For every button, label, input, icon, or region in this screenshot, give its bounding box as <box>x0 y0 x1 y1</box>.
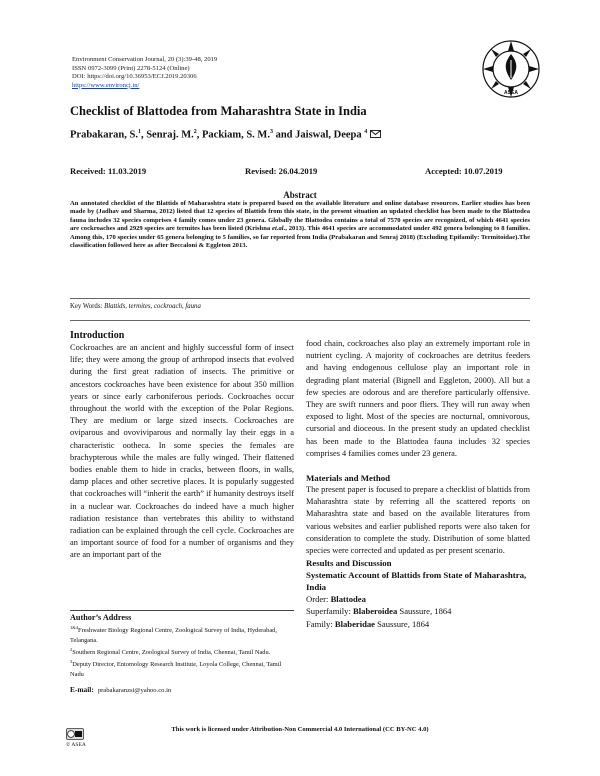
abstract-text <box>70 200 530 250</box>
author-4-affil: 4 <box>364 129 368 135</box>
abstract-part-2: ., 2013). This 4641 species are accommodated under 492 genera belonging to 8 families. Among this, 170 species under 65 genera belonging to 5 families, so far reported from India (Prabakaran and Senraj 2018) (Excluding Epifamily: Termitoidae).The classification followed here as after Beccaloni & Eggleton 2013. <box>70 225 531 250</box>
address-1-sup: 1&4 <box>70 625 79 630</box>
journal-issn: ISSN 0972-3099 (Print) 2278-5124 (Online) <box>72 64 190 72</box>
author-list <box>70 129 381 141</box>
introduction-text-right: food chain, cockroaches also play an extremely important role in nutrient cycling. A majority of cockroaches are detritus feeders and having endogenous cellulose play an important role in degrading plant material (Bignell and Eggleton, 2000). All but a few species are odorous and are therefore particularly offensive. They are swift runners and poor fliers. They will run away when exposed to light. Most of the species are nocturnal, omnivorous, cursorial and dioceous. In the present study an updated checklist has been made to the Blattodea fauna includes 32 species comprises 4 families comes under 23 genera. <box>306 339 530 458</box>
journal-website-link[interactable]: https://www.environcj.in/ <box>72 81 140 89</box>
email-link[interactable]: prabakaranzsi@yahoo.co.in <box>97 687 172 695</box>
author-2-affil: 2 <box>193 129 197 135</box>
superfamily-author: Saussure, 1864 <box>397 606 452 617</box>
journal-meta <box>72 56 217 90</box>
superfamily-value: Blaberoidea <box>353 606 398 617</box>
address-1-text: Freshwater Biology Regional Centre, Zoological Survey of India, Hyderabad, Telangana. <box>70 627 277 644</box>
envelope-icon[interactable] <box>370 130 381 138</box>
abstract-divider <box>70 298 530 299</box>
received-date: Received: 11.03.2019 <box>70 166 147 176</box>
address-2-sup: 2 <box>70 646 73 652</box>
email-label: E-mail: <box>70 685 94 695</box>
address-heading: Author’s Address <box>70 613 132 622</box>
address-line-2 <box>70 645 294 658</box>
abstract-heading: Abstract <box>283 190 317 200</box>
superfamily-label: Superfamily: <box>306 606 354 617</box>
accepted-date: Accepted: 10.07.2019 <box>425 166 503 176</box>
author-1-affil: 1 <box>137 129 141 135</box>
methods-heading: Materials and Method <box>306 473 391 484</box>
abstract-italic: et.al <box>272 225 284 233</box>
author-4: and Jaiswal, Deepa <box>272 129 365 141</box>
keywords-divider <box>70 320 530 321</box>
results-heading: Results and Discussion <box>306 558 392 569</box>
journal-logo-icon <box>480 38 542 100</box>
family-line <box>306 618 530 630</box>
journal-citation: Environment Conservation Journal, 20 (3):39-48, 2019 <box>72 56 218 63</box>
order-label: Order: <box>306 594 331 605</box>
address-divider <box>70 610 294 611</box>
cc-license-icon[interactable] <box>66 728 84 740</box>
introduction-text-left: Cockroaches are an ancient and highly successful form of insect life; they were among the group of arthropod insects that evolved during the first great radiation of insects. The primitive or ancestors cockroaches have been existence for about 350 million years or since early carboniferous periods. Cockroaches occur throughout the world with the exception of the Polar Regions. They are medium or large sized insects. Cockroaches are oviparous and ovoviviparous and normally lay their eggs in a characteristic ootheca. In some species the females are brachypterous while the males are fully winged. Their flattened bodies enable them to hide in cracks, between floors, in walls, damp places and other secretive places. It is popularly suggested that cockroaches will “inherit the earth” if humanity destroys itself in a nuclear war. Cockroaches do indeed have a much higher radiation resistance than vertebrates this ability to withstand radiation can be explained through the cell cycle. Cockroaches are an important source of food for a number of organisms and they are an important part of the <box>70 343 294 560</box>
address-3-sup: 3 <box>70 659 73 665</box>
email-row <box>70 679 294 697</box>
author-3-affil: 3 <box>269 129 273 135</box>
keywords <box>70 303 201 310</box>
address-3-text: Deputy Director, Entomology Research Institute, Loyola College, Chennai, Tamil Nadu <box>70 661 282 678</box>
superfamily-line <box>306 605 530 617</box>
family-author: Saussure, 1864 <box>375 618 430 629</box>
paper-title: Checklist of Blattodea from Maharashtra State in India <box>70 104 367 118</box>
address-line-1 <box>70 623 294 645</box>
family-label: Family: <box>306 618 335 629</box>
journal-doi[interactable]: DOI: https://doi.org/10.36953/ECJ.2019.20306 <box>72 73 197 81</box>
introduction-heading: Introduction <box>70 330 125 341</box>
revised-date: Revised: 26.04.2019 <box>245 166 318 176</box>
author-2: , Senraj. M. <box>140 129 194 141</box>
order-line <box>306 593 530 605</box>
keywords-value: Blattids, termites, cockroach, fauna <box>104 303 201 310</box>
author-3: , Packiam, S. M. <box>196 129 270 141</box>
systematic-account-heading: Systematic Account of Blattids from State of Maharashtra, India <box>306 570 527 593</box>
logo-text: ASEA <box>504 90 518 96</box>
author-address <box>70 612 294 697</box>
column-right <box>306 338 530 630</box>
address-2-text: Southern Regional Centre, Zoological Survey of India, Chennai, Tamil Nadu. <box>72 649 271 657</box>
copyright: © ASEA <box>66 742 86 748</box>
methods-text: The present paper is focused to prepare a checklist of blattids from Maharashtra state by referring all the scattered reports on Maharashtra state and based on the available literatures from various websites and earlier published reports were also taken for consideration to complete the study. Distribution of some blatted species were corrected and updated as per present scenario. <box>306 485 530 556</box>
family-value: Blaberidae <box>334 618 375 629</box>
keywords-label: Key Words: <box>70 303 105 310</box>
author-1: Prabakaran, S. <box>70 129 138 141</box>
license-notice: This work is licensed under Attribution-Non Commercial 4.0 International (CC BY-NC 4.0) <box>171 726 429 733</box>
address-line-3 <box>70 657 294 679</box>
column-left <box>70 330 294 562</box>
order-value: Blattodea <box>330 594 366 605</box>
abstract-part-1: An annotated checklist of the Blattids of Maharashtra state is prepared based on the available literature and online database resources. Earlier studies has been made by (Jadhav and Sharma, 2012) listed that 12 species of Blattids from this state, in the present situation an updated checklist has been made to the Blattodea fauna includes 32 species comprises 4 family comes under 23 genera. Globally the Blattodea contains a total of 7570 species are recognized, of which 4641 species are cockroaches and 2929 species are termites has been listed (Krishna <box>70 200 530 233</box>
